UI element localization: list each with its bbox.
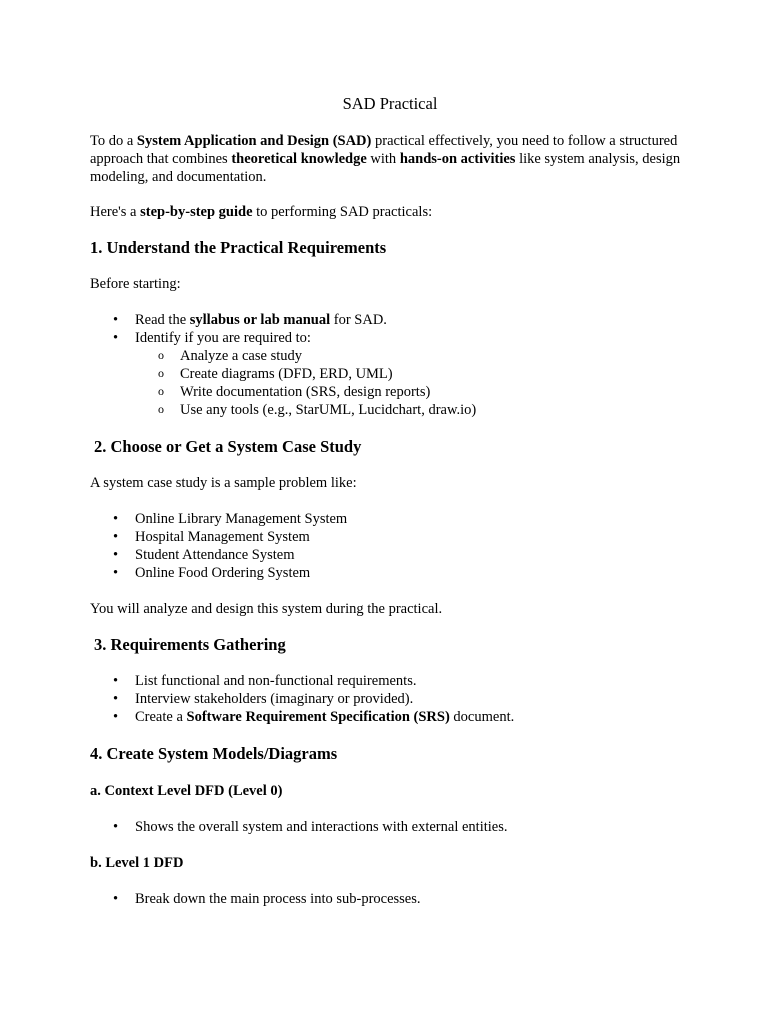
list-item: • Hospital Management System: [90, 528, 690, 546]
section-3-heading: 3. Requirements Gathering: [94, 635, 286, 654]
section-4-heading: 4. Create System Models/Diagrams: [90, 744, 338, 763]
section-2-lead: A system case study is a sample problem like:: [90, 475, 357, 491]
intro-bold-theory: theoretical knowledge: [231, 151, 367, 167]
document-title: SAD Practical: [342, 94, 438, 113]
section-2-closing: You will analyze and design this system during the practical.: [90, 601, 443, 617]
section-4a-list: [90, 818, 690, 836]
list-item: [90, 708, 690, 726]
list-item-text: Identify if you are required to:: [135, 330, 311, 346]
guide-paragraph: [90, 203, 690, 221]
list-item: [90, 311, 690, 329]
document-page: [90, 94, 690, 908]
section-1-lead: Before starting:: [90, 276, 181, 292]
list-item: • Shows the overall system and interactions with external entities.: [90, 818, 690, 836]
section-2-heading: 2. Choose or Get a System Case Study: [94, 437, 362, 456]
list-item-text: Create a: [135, 709, 187, 725]
section-3-list: [90, 672, 690, 726]
list-item-text: Read the: [135, 312, 190, 328]
intro-text-2: practical effectively, you need to follow a structured approach that combines: [90, 133, 678, 167]
sublist-item: o Write documentation (SRS, design reports): [135, 383, 690, 401]
guide-text-2: to performing SAD practicals:: [252, 204, 433, 220]
intro-paragraph: [90, 132, 690, 186]
section-4b-list: [90, 890, 690, 908]
list-item: • Online Food Ordering System: [90, 564, 690, 582]
sublist-item: o Analyze a case study: [135, 347, 690, 365]
intro-bold-sad: System Application and Design (SAD): [136, 133, 372, 149]
section-1-list: [90, 311, 690, 419]
section-1-heading: 1. Understand the Practical Requirements: [90, 238, 387, 257]
list-item-bold: syllabus or lab manual: [189, 312, 331, 328]
list-item-text: document.: [449, 709, 515, 725]
guide-bold: step-by-step guide: [140, 204, 253, 220]
sublist-item: o Use any tools (e.g., StarUML, Lucidchart, draw.io): [135, 401, 690, 419]
intro-bold-handson: hands-on activities: [399, 151, 516, 167]
list-item: • Break down the main process into sub-processes.: [90, 890, 690, 908]
section-2-list: [90, 510, 690, 582]
section-4a-heading: a. Context Level DFD (Level 0): [90, 783, 283, 799]
intro-text-1: To do a: [90, 133, 137, 149]
intro-text-3: with: [366, 151, 400, 167]
list-item: • Online Library Management System: [90, 510, 690, 528]
list-item: • Student Attendance System: [90, 546, 690, 564]
section-1-sublist: [135, 347, 690, 419]
list-item: [90, 329, 690, 419]
list-item-bold: Software Requirement Specification (SRS): [186, 709, 450, 725]
section-4b-heading: b. Level 1 DFD: [90, 855, 184, 871]
intro-text-4: like system analysis, design modeling, and documentation.: [90, 151, 681, 185]
sublist-item: o Create diagrams (DFD, ERD, UML): [135, 365, 690, 383]
list-item: • List functional and non-functional requirements.: [90, 672, 690, 690]
guide-text-1: Here's a: [90, 204, 141, 220]
list-item: • Interview stakeholders (imaginary or provided).: [90, 690, 690, 708]
list-item-text: for SAD.: [330, 312, 387, 328]
